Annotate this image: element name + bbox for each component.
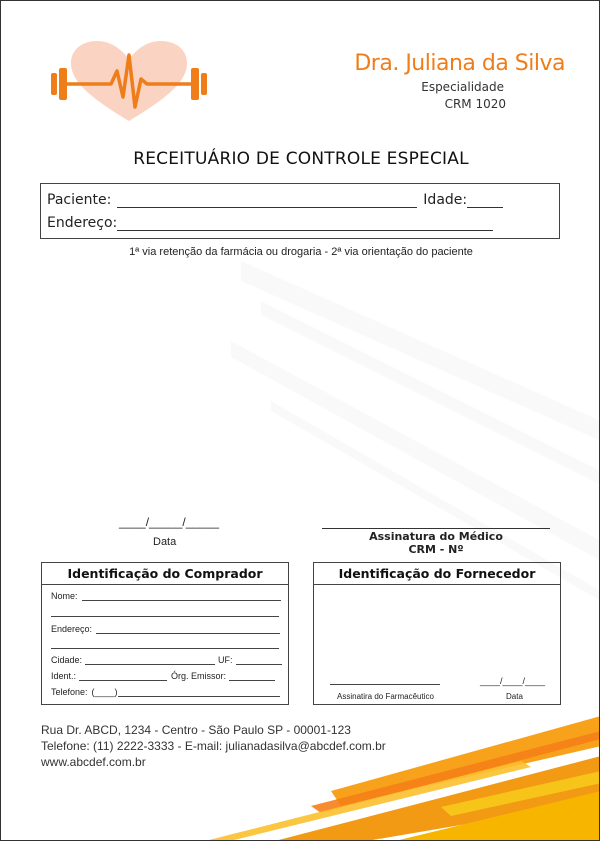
doctor-crm: CRM 1020 bbox=[444, 97, 506, 111]
crm-label: CRM - Nº bbox=[408, 543, 464, 556]
comprador-cidade-row bbox=[51, 655, 282, 665]
paciente-field[interactable] bbox=[117, 194, 417, 208]
idade-label: Idade: bbox=[423, 192, 468, 208]
farmaceutico-signature-line[interactable] bbox=[330, 684, 440, 685]
idade-field[interactable] bbox=[467, 194, 503, 208]
comprador-nome-row2 bbox=[51, 607, 279, 617]
comprador-title: Identificação do Comprador bbox=[42, 563, 288, 585]
signature-label: Assinatura do Médico bbox=[369, 530, 503, 543]
comprador-box bbox=[41, 562, 289, 705]
comprador-nome-row bbox=[51, 591, 281, 601]
endereco-label: Endereço: bbox=[51, 624, 93, 634]
date-label: Data bbox=[153, 536, 177, 548]
uf-field[interactable] bbox=[236, 655, 282, 665]
nome-field[interactable] bbox=[82, 591, 281, 601]
telefone-prefix: (____) bbox=[91, 687, 118, 697]
uf-label: UF: bbox=[218, 655, 233, 665]
telefone-field[interactable] bbox=[118, 687, 280, 697]
fornecedor-title: Identificação do Fornecedor bbox=[314, 563, 560, 585]
decorative-stripes bbox=[1, 1, 600, 841]
orgao-label: Órg. Emissor: bbox=[171, 671, 227, 681]
signature-line[interactable] bbox=[322, 528, 550, 529]
ident-field[interactable] bbox=[79, 671, 167, 681]
fornecedor-date-field[interactable]: ____/____/____ bbox=[480, 676, 546, 686]
doctor-specialty: Especialidade bbox=[421, 80, 504, 94]
doctor-name: Dra. Juliana da Silva bbox=[354, 51, 565, 76]
fornecedor-date-label: Data bbox=[506, 692, 523, 701]
comprador-ident-row bbox=[51, 671, 275, 681]
comprador-endereco-row bbox=[51, 624, 280, 634]
vias-note: 1ª via retenção da farmácia ou drogaria - 2ª via orientação do paciente bbox=[129, 246, 473, 258]
heart-dumbbell-icon bbox=[49, 41, 209, 125]
farmaceutico-label: Assinatira do Farmacêutico bbox=[337, 692, 434, 701]
fornecedor-box bbox=[313, 562, 561, 705]
prescription-date-field[interactable]: ____/_____/_____ bbox=[119, 515, 220, 529]
patient-box bbox=[40, 183, 560, 239]
paciente-label: Paciente: bbox=[47, 192, 112, 208]
nome-field-2[interactable] bbox=[51, 607, 279, 617]
endereco-label: Endereço: bbox=[47, 215, 118, 231]
cidade-field[interactable] bbox=[85, 655, 215, 665]
comprador-telefone-row bbox=[51, 687, 280, 697]
endereco-row bbox=[47, 215, 493, 231]
ident-label: Ident.: bbox=[51, 671, 77, 681]
nome-label: Nome: bbox=[51, 591, 78, 601]
endereco-field[interactable] bbox=[117, 217, 493, 231]
page-title: RECEITUÁRIO DE CONTROLE ESPECIAL bbox=[133, 149, 469, 169]
cidade-label: Cidade: bbox=[51, 655, 83, 665]
footer-website[interactable]: www.abcdef.com.br bbox=[41, 755, 146, 769]
comprador-endereco-field-2[interactable] bbox=[51, 639, 279, 649]
orgao-field[interactable] bbox=[229, 671, 275, 681]
patient-row bbox=[47, 192, 503, 208]
comprador-endereco-field[interactable] bbox=[96, 624, 280, 634]
comprador-endereco-row2 bbox=[51, 639, 279, 649]
telefone-label: Telefone: bbox=[51, 687, 88, 697]
footer-contact: Telefone: (11) 2222-3333 - E-mail: julianadasilva@abcdef.com.br bbox=[41, 739, 386, 753]
footer-address: Rua Dr. ABCD, 1234 - Centro - São Paulo SP - 00001-123 bbox=[41, 723, 351, 737]
